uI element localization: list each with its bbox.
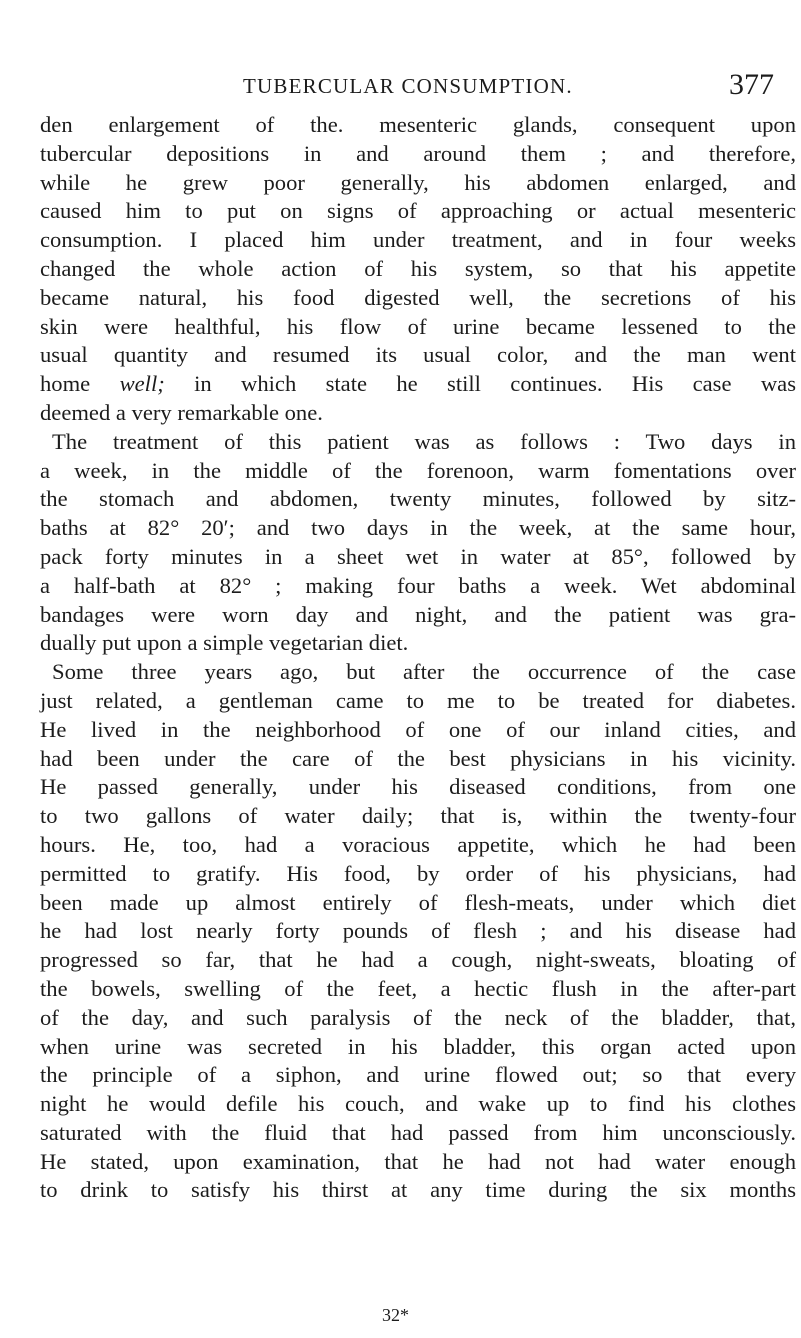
text-line: to two gallons of water daily; that is, within the twenty-four (40, 803, 796, 829)
text-line: the stomach and abdomen, twenty minutes, followed by sitz- (40, 486, 796, 512)
text-line: baths at 82° 20′; and two days in the week, at the same hour, (40, 515, 796, 541)
text-line: night he would defile his couch, and wake up to find his clothes (40, 1091, 796, 1117)
line-fragment: in which state he still continues. His case was (194, 371, 796, 397)
paragraph-start: The treatment of this patient was as follows : Two days in (52, 428, 796, 454)
text-line: been made up almost entirely of flesh-meats, under which diet (40, 889, 796, 915)
signature-mark: 32* (382, 1305, 409, 1325)
text-line: pack forty minutes in a sheet wet in water at 85°, followed by (40, 543, 796, 569)
text-line: He passed generally, under his diseased conditions, from one (40, 774, 796, 800)
paragraph-start: Some three years ago, but after the occurrence of the case (52, 659, 796, 685)
text-line: just related, a gentleman came to me to be treated for diabetes. (40, 687, 796, 713)
text-line: skin were healthful, his flow of urine became lessened to the (40, 313, 796, 339)
emphasis-well: well; (119, 371, 165, 397)
text-line: permitted to gratify. His food, by order of his physicians, had (40, 860, 796, 886)
text-line: He lived in the neighborhood of one of our inland cities, and (40, 716, 796, 742)
page-number: 377 (729, 68, 774, 101)
text-line: He stated, upon examination, that he had not had water enough (40, 1148, 796, 1174)
running-head (0, 68, 801, 108)
text-line: became natural, his food digested well, the secretions of his (40, 284, 796, 310)
text-line: a half-bath at 82° ; making four baths a week. Wet abdominal (40, 572, 796, 598)
text-line: a week, in the middle of the forenoon, warm fomentations over (40, 457, 796, 483)
text-line: saturated with the fluid that had passed from him unconsciously. (40, 1119, 796, 1145)
text-line: hours. He, too, had a voracious appetite, which he had been (40, 831, 796, 857)
text-line: to drink to satisfy his thirst at any time during the six months (40, 1177, 796, 1203)
text-line: he had lost nearly forty pounds of flesh ; and his disease had (40, 918, 796, 944)
text-line: the bowels, swelling of the feet, a hectic flush in the after-part (40, 975, 796, 1001)
text-line: the principle of a siphon, and urine flowed out; so that every (40, 1062, 796, 1088)
text-line: had been under the care of the best physicians in his vicinity. (40, 745, 796, 771)
running-title: TUBERCULAR CONSUMPTION. (243, 74, 573, 98)
text-line: den enlargement of the. mesenteric glands, consequent upon (40, 112, 796, 137)
line-fragment: home (40, 371, 91, 397)
text-line: of the day, and such paralysis of the neck of the bladder, that, (40, 1004, 796, 1030)
text-line: dually put upon a simple vegetarian diet. (40, 630, 409, 656)
text-line: usual quantity and resumed its usual color, and the man went (40, 342, 796, 368)
text-line: progressed so far, that he had a cough, night-sweats, bloating of (40, 947, 796, 973)
text-line: when urine was secreted in his bladder, this organ acted upon (40, 1033, 796, 1059)
text-line: caused him to put on signs of approaching or actual mesenteric (40, 198, 796, 224)
text-line: while he grew poor generally, his abdomen enlarged, and (40, 169, 796, 195)
text-line: tubercular depositions in and around them ; and therefore, (40, 140, 796, 166)
text-line: deemed a very remarkable one. (40, 399, 323, 425)
text-line: consumption. I placed him under treatment, and in four weeks (40, 227, 796, 253)
text-line: changed the whole action of his system, so that his appetite (40, 255, 796, 281)
text-line: bandages were worn day and night, and the patient was gra- (40, 601, 796, 627)
body-text (40, 111, 796, 1205)
text-line (40, 370, 796, 399)
